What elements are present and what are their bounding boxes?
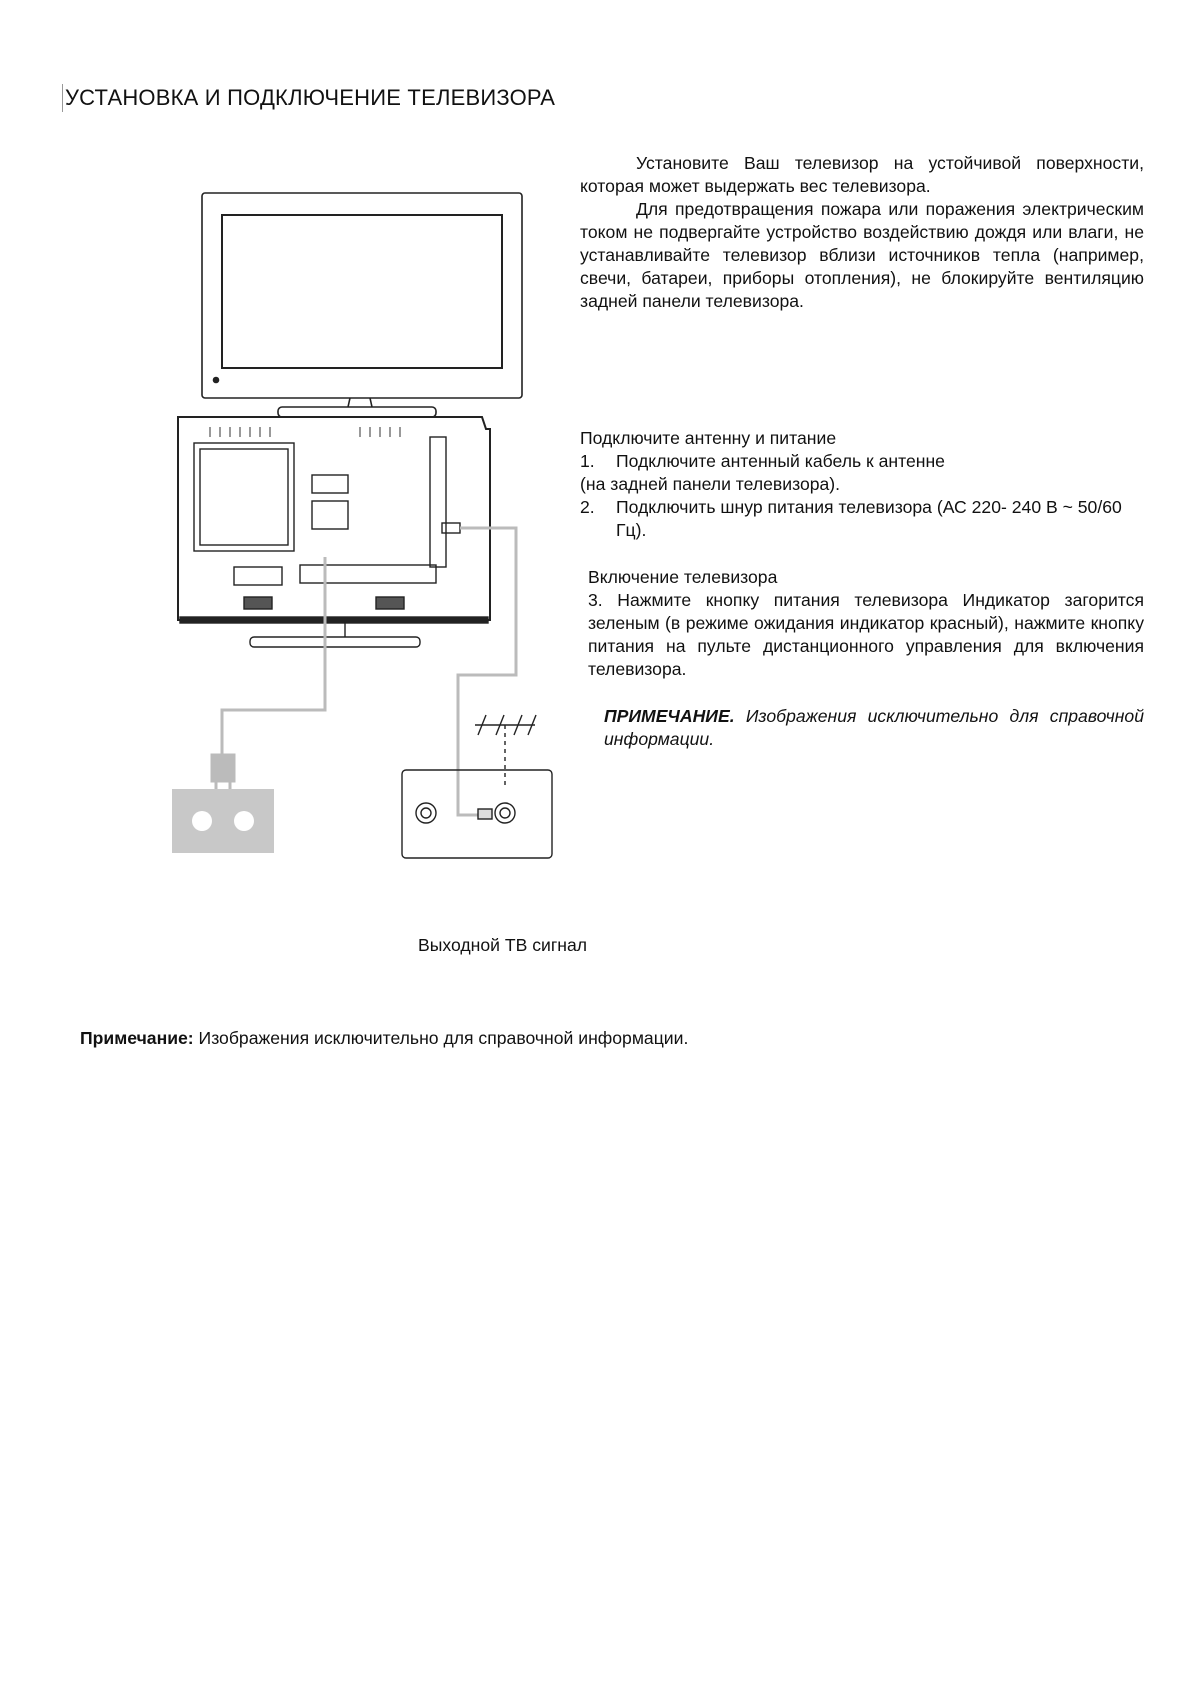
- step-1: [580, 450, 1144, 473]
- tv-back-illustration: [178, 417, 490, 647]
- install-paragraph-1: Установите Ваш телевизор на устойчивой поверхности, которая может выдержать вес телевизора.: [580, 153, 1144, 196]
- step-1-text: Подключите антенный кабель к антенне: [616, 451, 945, 471]
- step-2-number: 2.: [580, 497, 595, 517]
- antenna-icon: [475, 715, 536, 785]
- italic-note: [604, 705, 1144, 751]
- page-title: УСТАНОВКА И ПОДКЛЮЧЕНИЕ ТЕЛЕВИЗОРА: [62, 84, 555, 112]
- connect-section: [580, 427, 1144, 542]
- install-paragraph-2: Для предотвращения пожара или поражения электрическим током не подвергайте устройство воздействию дождя или влаги, не устанавливайте телевизор вблизи источников тепла (например, свечи, батареи, приборы отопления), не блокируйте вентиляцию задней панели телевизора.: [580, 199, 1144, 311]
- connect-heading: Подключите антенну и питание: [580, 428, 837, 448]
- footer-note-label: Примечание:: [80, 1028, 194, 1048]
- install-section: [580, 152, 1144, 313]
- power-cable: [212, 557, 325, 789]
- footer-note: [80, 1028, 688, 1049]
- antenna-cable: [458, 528, 516, 815]
- power-heading: Включение телевизора: [588, 567, 778, 587]
- step-2-text: Подключить шнур питания телевизора (АС 220- 240 В ~ 50/60 Гц).: [616, 497, 1122, 540]
- power-outlet-icon: [172, 789, 274, 853]
- step-3-text: 3. Нажмите кнопку питания телевизора Индикатор загорится зеленым (в режиме ожидания индикатор красный), нажмите кнопку питания на пульте дистанционного управления для включения телевизора.: [588, 590, 1144, 679]
- italic-note-label: ПРИМЕЧАНИЕ.: [604, 706, 735, 726]
- diagram-caption: Выходной ТВ сигнал: [418, 935, 588, 955]
- tv-front-illustration: [202, 193, 522, 417]
- step-1-subtext: (на задней панели телевизора).: [580, 474, 841, 494]
- tv-connection-diagram: [160, 185, 580, 875]
- footer-note-text: Изображения исключительно для справочной информации.: [193, 1028, 689, 1048]
- power-on-section: [588, 566, 1144, 681]
- step-1-number: 1.: [580, 451, 595, 471]
- italic-note-text: Изображения исключительно для справочной информации.: [604, 706, 1144, 749]
- step-2: [580, 496, 1144, 542]
